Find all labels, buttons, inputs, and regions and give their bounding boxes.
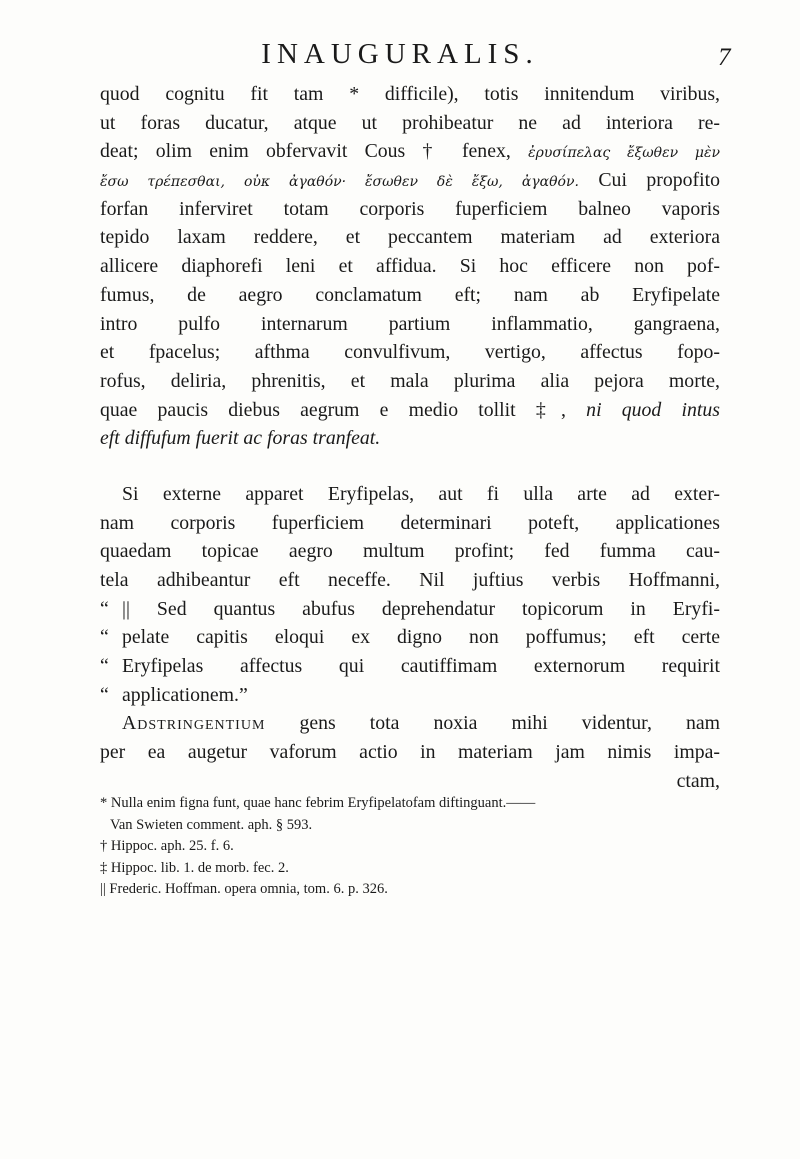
quote-line: “ pelate capitis eloqui ex digno non poffumus; eft certe — [100, 626, 720, 649]
footnote: † Hippoc. aph. 25. f. 6. — [100, 838, 234, 854]
greek-quote: ἔσω τρέπεσθαι, οὐκ ἀγαθόν· ἔσωθεν δὲ ἔξω, ἀγαθόν. — [100, 174, 579, 191]
main-text — [100, 80, 720, 796]
paragraph-3 — [100, 709, 720, 795]
text-line: Si externe apparet Eryfipelas, aut fi ulla arte ad exter- — [122, 482, 720, 505]
text-line: nam corporis fuperficiem determinari poteft, applicationes — [100, 511, 720, 534]
quote-line: “ applicationem.” — [100, 683, 248, 706]
small-caps-lead: Adstringentium — [122, 712, 266, 735]
text-line: tepido laxam reddere, et peccantem materiam ad exteriora — [100, 226, 720, 249]
running-title: INAUGURALIS. — [261, 38, 539, 70]
text-line: rofus, deliria, phrenitis, et mala plurima alia pejora morte, — [100, 369, 720, 392]
paragraph-2 — [100, 480, 720, 710]
text-line: forfan inferviret totam corporis fuperficiem balneo vaporis — [100, 197, 720, 220]
text-line: quod cognitu fit tam * difficile), totis innitendum viribus, — [100, 83, 720, 105]
text-line: per ea augetur vaforum actio in materiam jam nimis impa- — [100, 741, 720, 764]
quote-line: “ || Sed quantus abufus deprehendatur topicorum in Eryfi- — [100, 597, 720, 620]
text-line: allicere diaphorefi leni et affidua. Si hoc efficere non pof- — [100, 255, 720, 278]
greek-quote: ἐρυσίπελας ἔξωθεν μὲν — [528, 145, 721, 162]
italic-phrase: ni quod intus — [586, 398, 720, 421]
text-line: quae paucis diebus aegrum e medio tollit ‡, ni quod intus — [100, 398, 720, 421]
text-line: tela adhibeantur eft neceffe. Nil juftius verbis Hoffmanni, — [100, 569, 720, 591]
text-line: et fpacelus; afthma convulfivum, vertigo, affectus fopo- — [100, 341, 720, 364]
text-line: deat; olim enim obfervavit Cous † fenex, ἐρυσίπελας ἔξωθεν μὲν — [100, 140, 721, 163]
quote-line: “ Eryfipelas affectus qui cautiffimam externorum requirit — [100, 655, 720, 678]
text-line: quaedam topicae aegro multum profint; fed fumma cau- — [100, 540, 720, 563]
text-line: eft diffufum fuerit ac foras tranfeat. — [100, 427, 381, 450]
footnote: ‡ Hippoc. lib. 1. de morb. fec. 2. — [100, 859, 289, 876]
text-line: ut foras ducatur, atque ut prohibeatur ne ad interiora re- — [100, 111, 720, 134]
text-line: fumus, de aegro conclamatum eft; nam ab Eryfipelate — [100, 283, 720, 306]
catchword: ctam, — [676, 769, 720, 792]
footnote: || Frederic. Hoffman. opera omnia, tom. 6. p. 326. — [100, 881, 388, 897]
paragraph-1 — [100, 80, 720, 453]
text-line: ἔσω τρέπεσθαι, οὐκ ἀγαθόν· ἔσωθεν δὲ ἔξω, ἀγαθόν. Cui propofito — [100, 169, 720, 192]
footnotes — [100, 793, 720, 901]
text-line: Adstringentium gens tota noxia mihi videntur, nam — [122, 712, 720, 735]
text-line: intro pulfo internarum partium inflammatio, gangraena, — [100, 312, 720, 335]
footnote: Van Swieten comment. aph. § 593. — [110, 816, 313, 833]
footnote: * Nulla enim figna funt, quae hanc febrim Eryfipelatofam diftinguant.—— — [100, 795, 536, 811]
page-number: 7 — [718, 44, 731, 71]
